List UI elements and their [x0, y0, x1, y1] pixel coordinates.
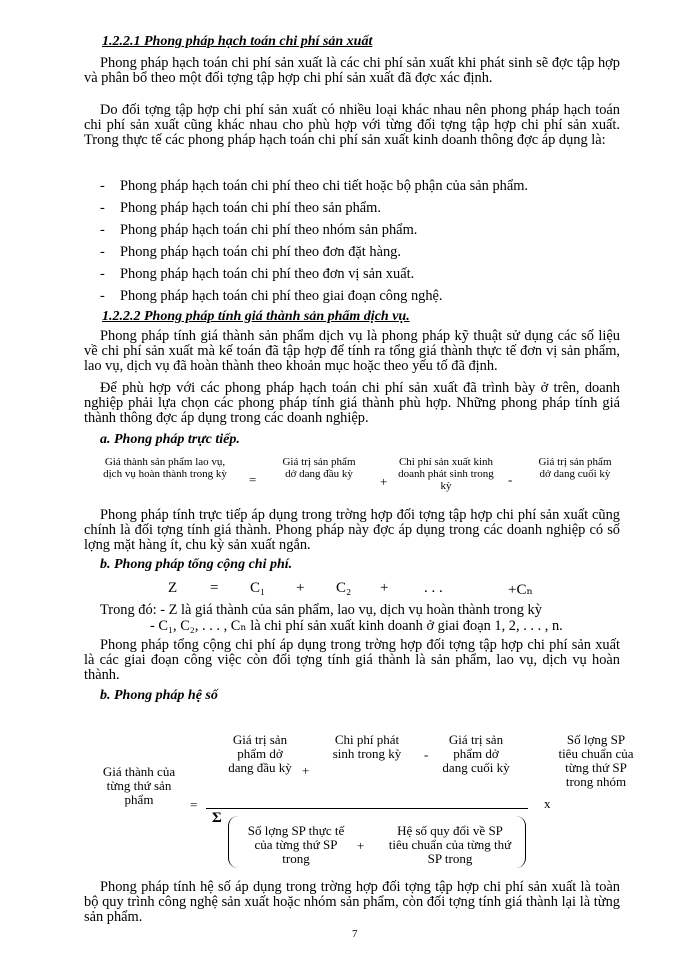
- fraction-line: [206, 808, 528, 809]
- sigma-symbol: Σ: [212, 810, 222, 826]
- paragraph: Phong pháp tính trực tiếp áp dụng trong trờng hợp đối tợng tập hợp chi phí sản xuất cũng chính là đối tợng tính giá thành. Phong pháp này đợc áp dụng trong các doanh nghiệp có số lợng mặt hàng ít, chu kỳ sản xuất ngắn.: [84, 507, 620, 553]
- eq-z: Z: [168, 580, 178, 596]
- method-a-heading: a. Phong pháp trực tiếp.: [100, 432, 240, 447]
- paragraph: Phong pháp hạch toán chi phí sản xuất là các chi phí sản xuất khi phát sinh sẽ đợc tập hợp và phân bổ theo một đối tợng tập hợp chi phí sản xuất đã đợc xác định.: [84, 55, 620, 86]
- list-item: - Phong pháp hạch toán chi phí theo nhóm sản phẩm.: [100, 222, 418, 238]
- formula-equals: =: [249, 472, 257, 487]
- eq-equals: =: [210, 580, 219, 596]
- page-number: 7: [352, 928, 358, 940]
- formula-term: Chi phí sản xuất kinh doanh phát sinh trong kỳ: [398, 456, 494, 492]
- eq-plus: +: [380, 580, 389, 596]
- paragraph: Do đối tợng tập hợp chi phí sản xuất có nhiều loại khác nhau nên phong pháp hạch toán chi phí sản xuất cũng khác nhau cho phù hợp với từng đối tợng tập hợp chi phí sản xuất. Trong thực tế các phong pháp hạch toán chi phí sản xuất kinh doanh thông đợc áp dụng là:: [84, 102, 620, 148]
- paragraph: Phong pháp tổng cộng chi phí áp dụng trong trờng hợp đối tợng tập hợp chi phí sản xuất là các giai đoạn công việc còn đối tợng tính giá thành là sản phẩm, lao vụ, dịch vụ hoàn thành.: [84, 637, 620, 683]
- formula-times: x: [544, 796, 551, 811]
- eq-c2: C₂: [336, 580, 352, 596]
- denominator-term: Hệ số quy đổi về SP tiêu chuẩn của từng thứ SP trong: [388, 823, 512, 866]
- numerator-term: Chi phí phát sinh trong kỳ: [332, 732, 402, 761]
- eq-plus: +: [296, 580, 305, 596]
- formula-left: Giá thành của từng thứ sản phẩm: [102, 764, 176, 807]
- where-line-2: - C₁, C₂, . . . , Cₙ là chi phí sản xuất kinh doanh ở giai đoạn 1, 2, . . . , n.: [150, 618, 563, 634]
- formula-term: Giá trị sản phẩm dở dang cuối kỳ: [538, 456, 612, 480]
- list-item: - Phong pháp hạch toán chi phí theo giai đoạn công nghệ.: [100, 288, 443, 304]
- formula-left: Giá thành sản phẩm lao vụ, dịch vụ hoàn thành trong kỳ: [103, 456, 227, 480]
- eq-dots: . . .: [424, 580, 443, 596]
- numerator-plus: +: [302, 763, 310, 778]
- list-item: - Phong pháp hạch toán chi phí theo đơn vị sản xuất.: [100, 266, 415, 282]
- paragraph: Phong pháp tính hệ số áp dụng trong trờng hợp đối tợng tập hợp chi phí sản xuất là toàn bộ quy trình công nghệ sản xuất hoặc nhóm sản phẩm, còn đối tợng tính giá thành lại là từng sản phẩm.: [84, 879, 620, 925]
- formula-term: Giá trị sản phẩm dở dang đầu kỳ: [282, 456, 356, 480]
- method-b-heading: b. Phong pháp tổng cộng chi phí.: [100, 557, 293, 572]
- formula-equals: =: [190, 797, 198, 812]
- method-c-heading: b. Phong pháp hệ số: [100, 688, 218, 703]
- numerator-term: Giá trị sản phẩm dở dang đầu kỳ: [228, 732, 292, 775]
- where-line-1: Trong đó: - Z là giá thành của sản phẩm, lao vụ, dịch vụ hoàn thành trong kỳ: [100, 602, 542, 618]
- list-item: - Phong pháp hạch toán chi phí theo đơn đặt hàng.: [100, 244, 401, 260]
- eq-cn: +Cₙ: [508, 582, 533, 598]
- formula-right: Số lợng SP tiêu chuẩn của từng thứ SP trong nhóm: [558, 732, 634, 789]
- paragraph: Phong pháp tính giá thành sản phẩm dịch vụ là phong pháp kỹ thuật sử dụng các số liệu về chi phí sản xuất mà kế toán đã tập hợp để tính ra tổng giá thành thực tế đơn vị sản phẩm, lao vụ, dịch vụ đã hoàn thành theo khoản mục hoặc theo yếu tố đã định.: [84, 328, 620, 374]
- eq-c1: C₁: [250, 580, 266, 596]
- formula-plus: +: [380, 474, 388, 489]
- section-heading-2: 1.2.2.2 Phong pháp tính giá thành sản phẩm dịch vụ.: [102, 309, 410, 324]
- paragraph: Để phù hợp với các phong pháp hạch toán chi phí sản xuất đã trình bày ở trên, doanh nghiệp phải lựa chọn các phong pháp tính giá thành phù hợp. Những phong pháp tính giá thành thông đợc áp dụng trong các doanh nghiệp.: [84, 380, 620, 426]
- numerator-minus: -: [424, 747, 429, 762]
- denominator-term: Số lợng SP thực tế của từng thứ SP trong: [247, 823, 345, 866]
- numerator-term: Giá trị sản phẩm dở dang cuối kỳ: [442, 732, 510, 775]
- section-heading-1: 1.2.2.1 Phong pháp hạch toán chi phí sản xuất: [102, 34, 373, 49]
- formula-minus: -: [508, 472, 513, 487]
- list-item: - Phong pháp hạch toán chi phí theo chi tiết hoặc bộ phận của sản phẩm.: [100, 178, 529, 194]
- denominator-plus: +: [357, 838, 365, 853]
- list-item: - Phong pháp hạch toán chi phí theo sản phẩm.: [100, 200, 381, 216]
